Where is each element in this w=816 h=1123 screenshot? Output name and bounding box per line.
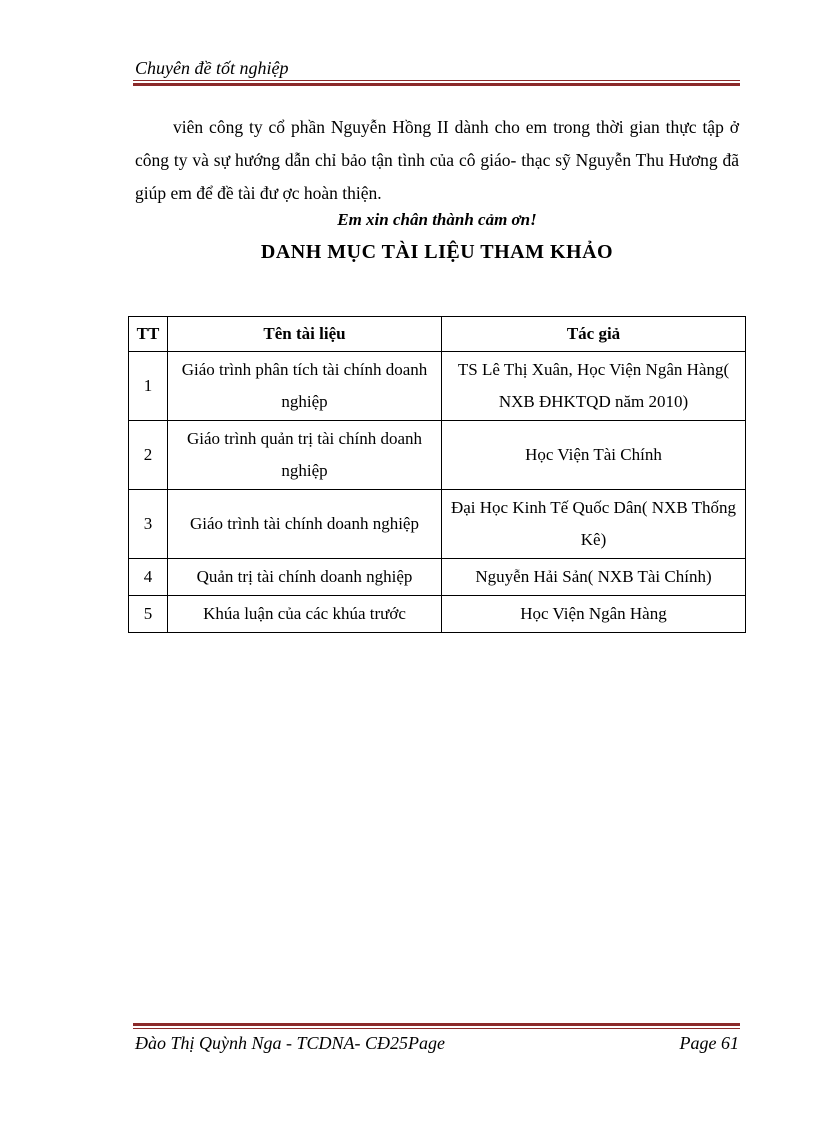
cell-tt: 1 [129,352,168,421]
body-paragraph-text: viên công ty cổ phần Nguyễn Hồng II dành cho em trong thời gian thực tập ở công ty và sự hướng dẫn chỉ bảo tận tình của cô giáo- thạc sỹ Nguyễn Thu Hương đã giúp em để đề tài đư ợc hoàn thiện. [135,117,739,203]
cell-tt: 5 [129,596,168,633]
column-header-name: Tên tài liệu [168,317,442,352]
thanks-line: Em xin chân thành cảm ơn! [337,210,537,229]
table-row [129,596,746,633]
table-row [129,559,746,596]
page-number: Page 61 [679,1033,739,1053]
footer-author: Đào Thị Quỳnh Nga - TCDNA- CĐ25Page [135,1033,445,1053]
cell-name: Giáo trình quản trị tài chính doanh nghiệp [168,421,442,490]
body-paragraph [135,111,739,210]
column-header-author: Tác giả [442,317,746,352]
cell-author: Học Viện Tài Chính [442,421,746,490]
cell-tt: 2 [129,421,168,490]
cell-tt: 4 [129,559,168,596]
cell-name: Giáo trình tài chính doanh nghiệp [168,490,442,559]
footer-rule-thick [133,1023,740,1026]
header-rule-thin [133,80,740,81]
cell-name: Khúa luận của các khúa trước [168,596,442,633]
cell-name: Giáo trình phân tích tài chính doanh nghiệp [168,352,442,421]
column-header-tt: TT [129,317,168,352]
table-row [129,352,746,421]
cell-author: Học Viện Ngân Hàng [442,596,746,633]
references-heading: DANH MỤC TÀI LIỆU THAM KHẢO [260,241,614,263]
header-title: Chuyên đề tốt nghiệp [135,58,289,78]
cell-tt: 3 [129,490,168,559]
references-table [128,316,746,633]
cell-name: Quản trị tài chính doanh nghiệp [168,559,442,596]
table-row [129,421,746,490]
table-row [129,490,746,559]
header-rule-thick [133,83,740,86]
cell-author: TS Lê Thị Xuân, Học Viện Ngân Hàng( NXB ĐHKTQD năm 2010) [442,352,746,421]
table-header-row [129,317,746,352]
cell-author: Đại Học Kinh Tế Quốc Dân( NXB Thống Kê) [442,490,746,559]
footer-rule-thin [133,1028,740,1029]
cell-author: Nguyễn Hải Sản( NXB Tài Chính) [442,559,746,596]
